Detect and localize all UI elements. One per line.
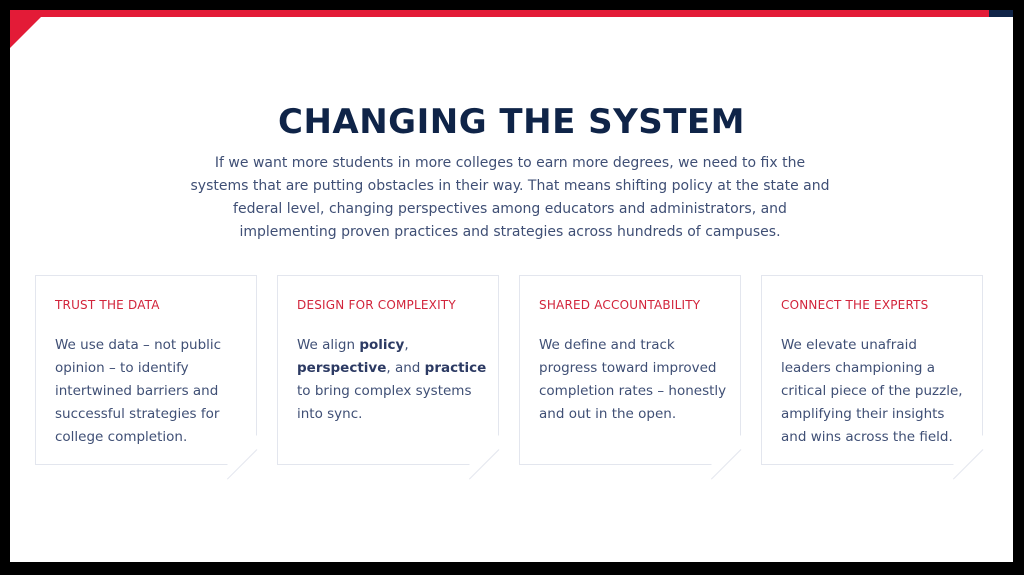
card-body-text: to bring complex systems into sync. bbox=[297, 383, 472, 422]
card-body: We define and track progress toward improved completion rates – honestly and out in the open. bbox=[539, 337, 727, 422]
card-body-text: , and bbox=[386, 360, 425, 376]
card-body: We use data – not public opinion – to identify intertwined barriers and successful strategies for college completion. bbox=[55, 337, 222, 445]
slide bbox=[10, 10, 1013, 562]
card-corner-fold bbox=[227, 435, 257, 465]
card-title: DESIGN FOR COMPLEXITY bbox=[297, 298, 456, 312]
top-accent-bar-end bbox=[989, 10, 1013, 17]
card-trust-the-data bbox=[35, 275, 257, 465]
card-corner-fold bbox=[469, 435, 499, 465]
card-body: We elevate unafraid leaders championing a critical piece of the puzzle, amplifying their insights and wins across the field. bbox=[781, 337, 963, 445]
card-body-emphasis: practice bbox=[424, 360, 487, 376]
card-connect-the-experts bbox=[761, 275, 983, 465]
card-design-for-complexity bbox=[277, 275, 499, 465]
card-title: SHARED ACCOUNTABILITY bbox=[539, 298, 701, 312]
card-body-emphasis: perspective bbox=[297, 360, 387, 376]
cards-row bbox=[35, 275, 984, 467]
card-body-emphasis: policy bbox=[359, 337, 405, 353]
card-corner-fold bbox=[953, 435, 983, 465]
card-body bbox=[297, 334, 487, 426]
card-body-text: We align bbox=[297, 337, 360, 353]
card-title: CONNECT THE EXPERTS bbox=[781, 298, 929, 312]
page-title: CHANGING THE SYSTEM bbox=[278, 102, 745, 142]
card-title: TRUST THE DATA bbox=[55, 298, 160, 312]
card-corner-fold bbox=[711, 435, 741, 465]
card-body-text: , bbox=[404, 337, 409, 353]
corner-triangle-decoration bbox=[10, 10, 48, 48]
intro-paragraph: If we want more students in more colleges to earn more degrees, we need to fix the systems that are putting obstacles in their way. That means shifting policy at the state and federal level, changing perspectives among educators and administrators, and implementing proven practices and strategies across hundreds of campuses. bbox=[190, 155, 830, 240]
card-shared-accountability bbox=[519, 275, 741, 465]
top-accent-bar bbox=[10, 10, 1013, 17]
